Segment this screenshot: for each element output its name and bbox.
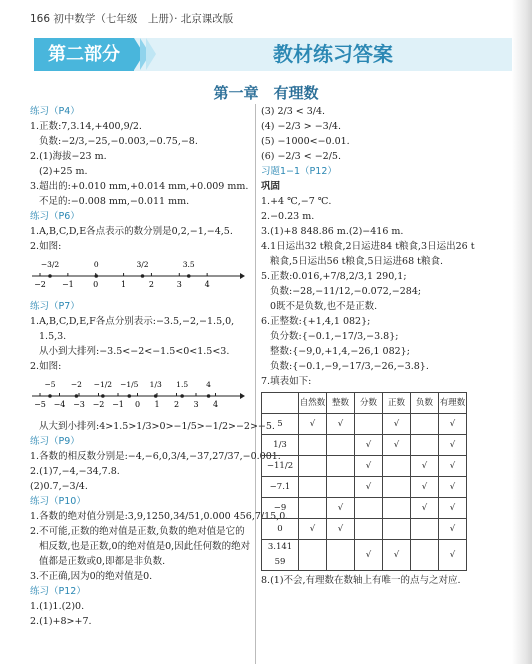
- section-heading: 练习（P4）: [30, 106, 80, 117]
- table-row: [262, 435, 467, 456]
- answer-line: 1.(1)1.(2)0.: [30, 601, 85, 612]
- answer-line: 6.正整数:{+1,4,1 082};: [261, 316, 371, 327]
- answer-line: 从大到小排列:4>1.5>1/3>0>−1/5>−1/2>−2>−5.: [39, 421, 275, 432]
- answer-line: 0既不是负数,也不是正数.: [270, 301, 378, 312]
- answer-line: (2)+25 m.: [39, 166, 88, 177]
- number-line-tick-label: −1: [61, 280, 74, 289]
- table-row: [262, 477, 467, 498]
- answer-line: 负数:−28,−11/12,−0.072,−284;: [270, 286, 422, 297]
- table-cell: −7.1: [262, 477, 299, 498]
- table-header-row: [262, 393, 467, 414]
- table-cell: [299, 477, 327, 498]
- number-line-tick-label: 1: [121, 280, 127, 289]
- table-cell: √: [355, 477, 383, 498]
- number-line-point-label: 1/3: [149, 380, 162, 389]
- number-line-tick-label: −5: [34, 400, 46, 409]
- number-line-point-label: 1.5: [176, 380, 189, 389]
- table-cell: √: [383, 540, 411, 571]
- table-cell: √: [299, 519, 327, 540]
- number-line-tick-label: 4: [212, 400, 219, 409]
- number-line-tick-label: 2: [173, 400, 180, 409]
- table-header-cell: 有理数: [439, 393, 467, 414]
- table-header-cell: 自然数: [299, 393, 327, 414]
- table-cell: √: [383, 414, 411, 435]
- classification-table: [261, 392, 467, 571]
- number-line-tick-label: 4: [204, 280, 210, 289]
- number-line-point: [127, 394, 131, 398]
- table-cell: √: [355, 435, 383, 456]
- number-line-tick-label: 3: [193, 400, 199, 409]
- table-cell: [383, 498, 411, 519]
- table-cell: √: [411, 498, 439, 519]
- table-cell: √: [439, 435, 467, 456]
- table-cell: √: [439, 456, 467, 477]
- table-cell: √: [439, 519, 467, 540]
- answer-line: 7.填表如下:: [261, 376, 312, 387]
- answer-line: 1.A,B,C,D,E各点表示的数分别是0,2,−1,−4,5.: [30, 226, 233, 237]
- number-line-point: [180, 394, 184, 398]
- table-cell: √: [327, 519, 355, 540]
- table-cell: √: [355, 456, 383, 477]
- answer-line: 负分数:{−0.1,−17/3,−3.8};: [270, 331, 399, 342]
- answer-line: 粮食,5日运出56 t粮食,5日运进68 t粮食.: [270, 256, 443, 267]
- number-line-point-label: 3.5: [182, 260, 195, 269]
- table-cell: √: [439, 498, 467, 519]
- section-heading: 练习（P7）: [30, 301, 80, 312]
- table-header-cell: 负数: [411, 393, 439, 414]
- number-line-tick-label: 0: [93, 280, 99, 289]
- number-line-point: [94, 274, 98, 278]
- column-divider: [255, 104, 256, 664]
- table-cell: 5: [262, 414, 299, 435]
- answer-line: (4) −2/3 > −3/4.: [261, 121, 341, 132]
- table-cell: √: [327, 414, 355, 435]
- number-line-tick-label: −3: [73, 400, 85, 409]
- table-cell: 3.141 59: [262, 540, 299, 571]
- table-cell: [411, 540, 439, 571]
- table-cell: [327, 540, 355, 571]
- number-line-tick-label: −2: [92, 400, 105, 409]
- page-gutter-shadow: [512, 0, 532, 664]
- table-cell: −11/2: [262, 456, 299, 477]
- answer-line: 负数:−2/3,−25,−0.003,−0.75,−8.: [39, 136, 198, 147]
- table-cell: √: [439, 477, 467, 498]
- table-row: [262, 540, 467, 571]
- table-cell: [383, 456, 411, 477]
- subsection-heading: 巩固: [261, 181, 281, 192]
- section-banner: [34, 38, 512, 71]
- answer-line: 1.正数:7,3.14,+400,9/2.: [30, 121, 142, 132]
- number-line-point-label: −2: [70, 380, 82, 389]
- section-heading: 练习（P12）: [30, 586, 86, 597]
- table-cell: [299, 456, 327, 477]
- number-line-tick-label: −2: [34, 280, 46, 289]
- answer-line: 负数:{−0.1,−9,−17/3,−26,−3.8}.: [270, 361, 429, 372]
- number-line-point-label: −1/2: [93, 380, 113, 389]
- table-cell: [383, 477, 411, 498]
- number-line-point: [75, 394, 79, 398]
- table-cell: [411, 414, 439, 435]
- answer-line: 3.(1)+8 848.86 m.(2)−416 m.: [261, 226, 404, 237]
- answer-line: 不足的:−0.008 mm,−0.011 mm.: [39, 196, 190, 207]
- number-line-point-label: −1/5: [120, 380, 139, 389]
- answer-line: (6) −2/3 < −2/5.: [261, 151, 341, 162]
- answer-line: 2.(1)+8>+7.: [30, 616, 92, 627]
- answer-line: 3.不正确,因为0的绝对值是0.: [30, 571, 153, 582]
- answer-line: 2.(1)7,−4,−34,7.8.: [30, 466, 120, 477]
- answer-line: 从小到大排列:−3.5<−2<−1.5<0<1.5<3.: [39, 346, 230, 357]
- table-cell: √: [355, 540, 383, 571]
- table-cell: [355, 414, 383, 435]
- table-cell: [355, 498, 383, 519]
- answer-line: 2.不可能,正数的绝对值是正数,负数的绝对值是它的: [30, 526, 245, 537]
- answer-line: (3) 2/3 < 3/4.: [261, 106, 326, 117]
- number-line-point: [207, 394, 211, 398]
- number-line-tick-label: −1: [112, 400, 124, 409]
- answer-line: 2.如图:: [30, 361, 62, 372]
- number-line-point: [48, 394, 52, 398]
- table-cell: √: [411, 456, 439, 477]
- number-line-point: [154, 394, 158, 398]
- table-cell: √: [411, 477, 439, 498]
- answer-line: 1.A,B,C,D,E,F各点分别表示:−3.5,−2,−1.5,0,: [30, 316, 235, 327]
- answer-line: 3.超出的:+0.010 mm,+0.014 mm,+0.009 mm.: [30, 181, 249, 192]
- section-heading: 练习（P6）: [30, 211, 80, 222]
- table-cell: [327, 477, 355, 498]
- answer-line: 5.正数:0.016,+7/8,2/3,1 290,1;: [261, 271, 407, 282]
- number-line-tick-label: −4: [53, 400, 66, 409]
- answer-line: 相反数,也是正数,0的绝对值是0,因此任何数的绝对: [39, 541, 251, 552]
- table-row: [262, 519, 467, 540]
- table-cell: √: [439, 414, 467, 435]
- answer-line: (2)0.7,−3/4.: [30, 481, 88, 492]
- chapter-title: 第一章 有理数: [213, 84, 319, 102]
- number-line-tick-label: 0: [134, 400, 141, 409]
- answer-line: (5) −1000<−0.01.: [261, 136, 350, 147]
- number-line-1: [30, 256, 245, 290]
- table-header-cell: 整数: [327, 393, 355, 414]
- answer-line: 1.5,3.: [39, 331, 67, 342]
- banner-title: 教材练习答案: [273, 42, 393, 66]
- number-line-point-label: 0: [93, 260, 99, 269]
- number-line-point: [48, 274, 52, 278]
- table-cell: [327, 456, 355, 477]
- table-row: [262, 498, 467, 519]
- answer-line: 2.如图:: [30, 241, 62, 252]
- number-line-point-label: 4: [206, 380, 211, 389]
- table-cell: [299, 498, 327, 519]
- table-cell: 0: [262, 519, 299, 540]
- number-line-point: [187, 274, 191, 278]
- answer-line: 2.−0.23 m.: [261, 211, 315, 222]
- part-label: 第二部分: [34, 38, 134, 71]
- section-heading: 练习（P9）: [30, 436, 80, 447]
- table-cell: [383, 519, 411, 540]
- right-column: [261, 104, 481, 588]
- table-cell: [411, 435, 439, 456]
- table-row: [262, 414, 467, 435]
- table-cell: √: [299, 414, 327, 435]
- answer-line: 整数:{−9,0,+1,4,−26,1 082};: [270, 346, 410, 357]
- answer-line: 2.(1)海拔−23 m.: [30, 151, 107, 162]
- page-header: 166 初中数学（七年级 上册）· 北京课改版: [30, 13, 234, 25]
- number-line-tick-label: 1: [154, 400, 160, 409]
- number-line-point-label: −3/2: [40, 260, 60, 269]
- table-header-cell: 分数: [355, 393, 383, 414]
- table-row: [262, 456, 467, 477]
- table-cell: 1/3: [262, 435, 299, 456]
- table-cell: [355, 519, 383, 540]
- number-line-point-label: 3/2: [136, 260, 149, 269]
- answer-line: 8.(1)不会,有理数在数轴上有唯一的点与之对应.: [261, 575, 461, 586]
- table-header-cell: [262, 393, 299, 414]
- table-cell: [327, 435, 355, 456]
- number-line-tick-label: 2: [148, 280, 154, 289]
- answer-line: 1.各数的相反数分别是:−4,−6,0,3/4,−37,27/37,−0.001.: [30, 451, 281, 462]
- answer-line: 4.1日运出32 t粮食,2日运进84 t粮食,3日运出26 t: [261, 241, 475, 252]
- table-cell: [411, 519, 439, 540]
- table-cell: [299, 540, 327, 571]
- number-line-point: [141, 274, 145, 278]
- table-cell: √: [439, 540, 467, 571]
- answer-line: 1.+4 ℃,−7 ℃.: [261, 196, 332, 207]
- number-line-point: [101, 394, 105, 398]
- table-header-cell: 正数: [383, 393, 411, 414]
- table-cell: √: [327, 498, 355, 519]
- answer-line: 1.各数的绝对值分别是:3,9,1250,34/51,0.000 456,7/15,0.: [30, 511, 289, 522]
- number-line-tick-label: 3: [176, 280, 182, 289]
- section-heading: 习题1−1（P12）: [261, 166, 337, 177]
- table-cell: [299, 435, 327, 456]
- table-cell: −9: [262, 498, 299, 519]
- section-heading: 练习（P10）: [30, 496, 86, 507]
- number-line-2: [30, 376, 245, 410]
- answer-line: 值都是正数或0,即都是非负数.: [39, 556, 166, 567]
- number-line-point-label: −5: [44, 380, 56, 389]
- table-cell: √: [383, 435, 411, 456]
